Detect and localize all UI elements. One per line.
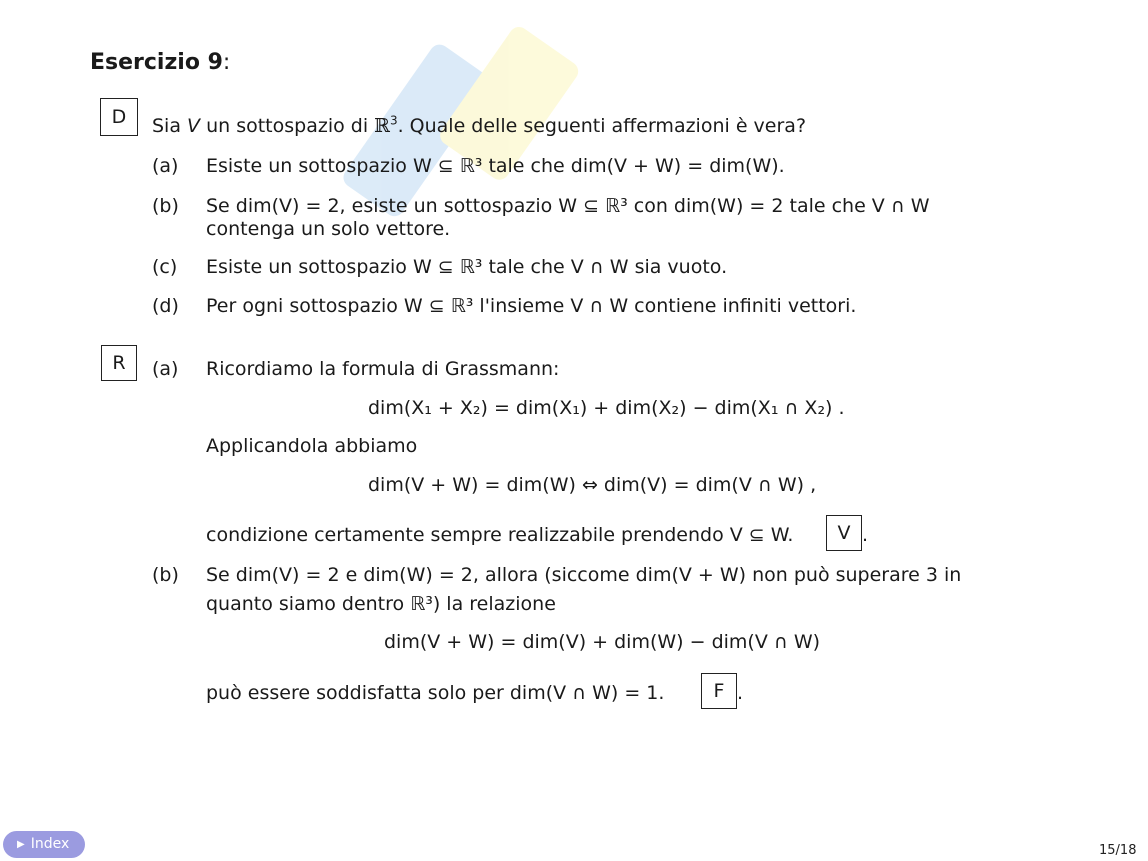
grassmann-formula: dim(X₁ + X₂) = dim(X₁) + dim(X₂) − dim(X₁ ∩ X₂) .: [368, 397, 845, 419]
verdict-true-box: V: [826, 515, 862, 551]
answer-b-line1: Se dim(V) = 2 e dim(W) = 2, allora (siccome dim(V + W) non può superare 3 in: [206, 564, 962, 586]
index-button[interactable]: [3, 831, 85, 858]
answer-b-line2: quanto siamo dentro ℝ³) la relazione: [206, 593, 556, 615]
option-c-label: (c): [152, 256, 178, 278]
option-a-label: (a): [152, 155, 179, 177]
index-label: Index: [30, 836, 70, 852]
question-prompt: Sia V un sottospazio di ℝ$^3$. Quale delle seguenti affermazioni è vera?: [152, 113, 807, 137]
verdict-b-period: .: [737, 682, 744, 704]
option-c-text: Esiste un sottospazio W ⊆ ℝ³ tale che V ∩ W sia vuoto.: [206, 256, 728, 278]
answer-a-intro: Ricordiamo la formula di Grassmann:: [206, 358, 560, 380]
exercise-title: Esercizio 9:: [90, 50, 231, 75]
option-b-label: (b): [152, 195, 179, 217]
verdict-false-box: F: [701, 673, 737, 709]
answer-b-label: (b): [152, 564, 179, 586]
play-triangle-icon: ▶: [17, 839, 25, 850]
option-d-label: (d): [152, 295, 179, 317]
answer-a-apply: Applicandola abbiamo: [206, 435, 418, 457]
option-b-line2: contenga un solo vettore.: [206, 218, 451, 240]
answer-b-conclusion: può essere soddisfatta solo per dim(V ∩ W) = 1.: [206, 682, 665, 704]
question-box-label: D: [100, 98, 138, 136]
answer-box-label: R: [101, 345, 137, 381]
answer-a-conclusion: condizione certamente sempre realizzabile prendendo V ⊆ W.: [206, 524, 794, 546]
answer-a-formula: dim(V + W) = dim(W) ⇔ dim(V) = dim(V ∩ W) ,: [368, 474, 817, 496]
verdict-a-period: .: [862, 524, 869, 546]
page-number: 15/18: [1099, 843, 1137, 858]
answer-b-formula: dim(V + W) = dim(V) + dim(W) − dim(V ∩ W): [384, 631, 821, 653]
answer-a-label: (a): [152, 358, 179, 380]
option-b-line1: Se dim(V) = 2, esiste un sottospazio W ⊆ ℝ³ con dim(W) = 2 tale che V ∩ W: [206, 195, 930, 217]
option-a-text: Esiste un sottospazio W ⊆ ℝ³ tale che dim(V + W) = dim(W).: [206, 155, 785, 177]
option-d-text: Per ogni sottospazio W ⊆ ℝ³ l'insieme V ∩ W contiene infiniti vettori.: [206, 295, 857, 317]
